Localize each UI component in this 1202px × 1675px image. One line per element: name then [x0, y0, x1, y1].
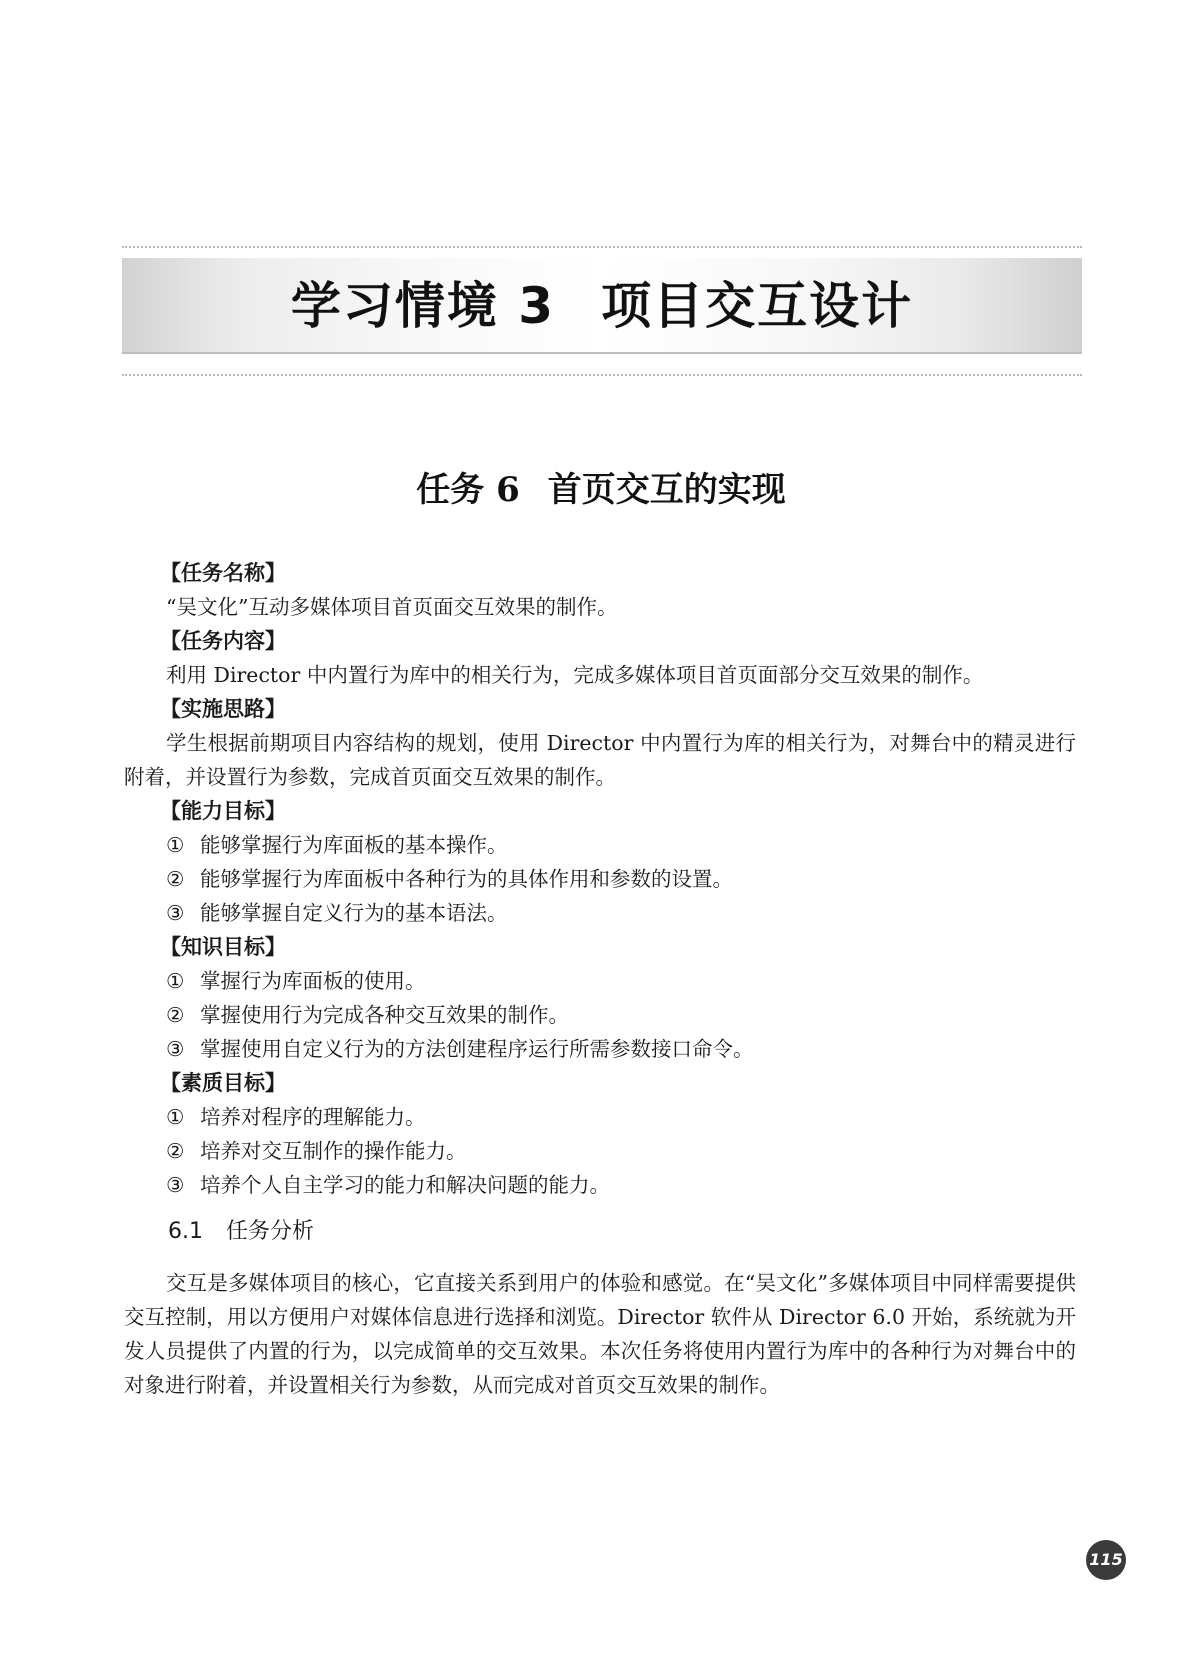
list-item-number: ②	[166, 1003, 185, 1027]
task-name-heading: 【任务名称】	[160, 561, 286, 585]
list-item-number: ②	[166, 867, 185, 891]
task-content-text: 利用 Director 中内置行为库中的相关行为，完成多媒体项目首页面部分交互效果的制作。	[166, 663, 984, 687]
list-item-text: 能够掌握行为库面板中各种行为的具体作用和参数的设置。	[200, 867, 733, 891]
task-name: 首页交互的实现	[547, 470, 786, 510]
task-name-text: “吴文化”互动多媒体项目首页面交互效果的制作。	[166, 595, 618, 619]
list-item-number: ①	[166, 969, 185, 993]
section-heading	[124, 1208, 1076, 1256]
task-content-heading: 【任务内容】	[160, 629, 286, 653]
task-label: 任务 6	[416, 470, 520, 510]
list-item-number: ①	[166, 1105, 185, 1129]
list-item	[124, 1100, 1076, 1134]
list-item	[124, 964, 1076, 998]
list-item	[124, 1134, 1076, 1168]
approach-heading: 【实施思路】	[160, 697, 286, 721]
list-item-number: ③	[166, 1173, 185, 1197]
analysis-paragraph: 交互是多媒体项目的核心，它直接关系到用户的体验和感觉。在“吴文化”多媒体项目中同样需要提供交互控制，用以方便用户对媒体信息进行选择和浏览。Director 软件从 Director 6.0 开始，系统就为开发人员提供了内置的行为，以完成简单的交互效果。本次任务将使用内置行为库中的各种行为对舞台中的对象进行附着，并设置相关行为参数，从而完成对首页交互效果的制作。	[124, 1271, 1076, 1397]
list-item-text: 培养个人自主学习的能力和解决问题的能力。	[200, 1173, 610, 1197]
list-item	[124, 896, 1076, 930]
chapter-banner	[122, 244, 1082, 378]
list-item	[124, 828, 1076, 862]
banner-top-dotted-rule	[122, 246, 1082, 248]
list-item-text: 掌握使用自定义行为的方法创建程序运行所需参数接口命令。	[200, 1037, 754, 1061]
list-item	[124, 862, 1076, 896]
list-item-number: ③	[166, 901, 185, 925]
page-number-badge: 115	[1086, 1540, 1126, 1580]
knowledge-goals-heading: 【知识目标】	[160, 935, 286, 959]
list-item-text: 培养对交互制作的操作能力。	[200, 1139, 467, 1163]
chapter-label: 学习情境 3	[290, 277, 556, 335]
page-body	[124, 556, 1076, 1402]
list-item	[124, 998, 1076, 1032]
list-item-text: 掌握行为库面板的使用。	[200, 969, 426, 993]
banner-bottom-dotted-rule	[122, 374, 1082, 376]
list-item-text: 掌握使用行为完成各种交互效果的制作。	[200, 1003, 569, 1027]
list-item-number: ③	[166, 1037, 185, 1061]
list-item-text: 培养对程序的理解能力。	[200, 1105, 426, 1129]
chapter-name: 项目交互设计	[601, 277, 914, 335]
list-item	[124, 1168, 1076, 1202]
list-item	[124, 1032, 1076, 1066]
list-item-text: 能够掌握自定义行为的基本语法。	[200, 901, 508, 925]
section-title: 任务分析	[226, 1219, 315, 1244]
quality-goals-heading: 【素质目标】	[160, 1071, 286, 1095]
list-item-number: ②	[166, 1139, 185, 1163]
chapter-banner-bar	[122, 258, 1082, 354]
approach-text: 学生根据前期项目内容结构的规划，使用 Director 中内置行为库的相关行为，对舞台中的精灵进行附着，并设置行为参数，完成首页面交互效果的制作。	[124, 731, 1076, 789]
chapter-title	[122, 258, 1082, 354]
list-item-text: 能够掌握行为库面板的基本操作。	[200, 833, 508, 857]
ability-goals-heading: 【能力目标】	[160, 799, 286, 823]
task-title	[0, 462, 1202, 511]
list-item-number: ①	[166, 833, 185, 857]
section-number: 6.1	[168, 1219, 203, 1244]
